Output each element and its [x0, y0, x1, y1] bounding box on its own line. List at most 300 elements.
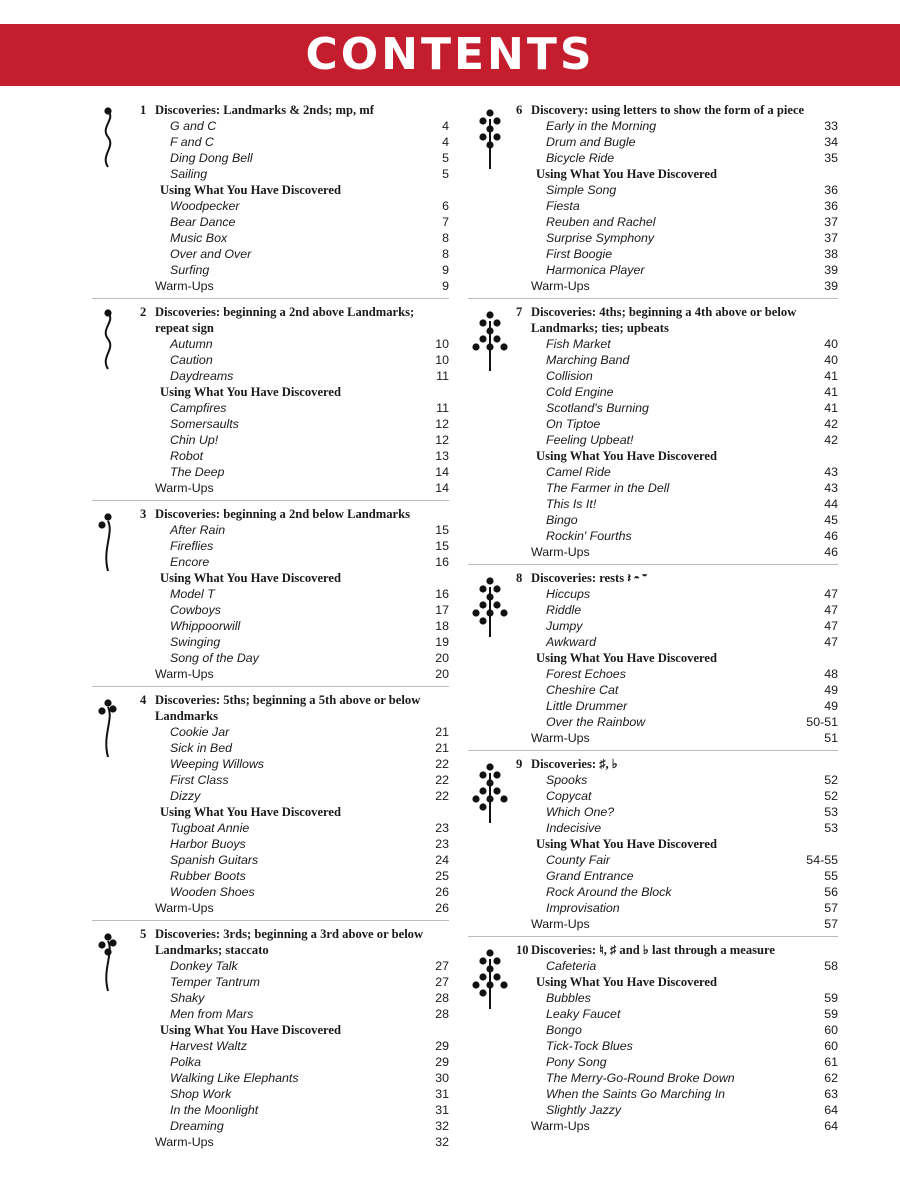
- unit-heading-text: Discoveries: ♯, ♭: [531, 757, 618, 771]
- toc-entry[interactable]: [140, 150, 449, 166]
- toc-entry[interactable]: [140, 464, 449, 480]
- entry-page: 25: [435, 869, 449, 883]
- entry-page: 19: [435, 635, 449, 649]
- entry-title: Shop Work: [170, 1087, 232, 1101]
- entry-page: 43: [824, 465, 838, 479]
- toc-entry[interactable]: [516, 788, 838, 804]
- entry-title: Collision: [546, 369, 593, 383]
- toc-entry[interactable]: [140, 1070, 449, 1086]
- toc-entry[interactable]: [516, 400, 838, 416]
- toc-entry[interactable]: [140, 230, 449, 246]
- entry-title: Jumpy: [546, 619, 583, 633]
- toc-entry[interactable]: [140, 852, 449, 868]
- unit-number: 3: [140, 507, 147, 521]
- entry-title: Chin Up!: [170, 433, 219, 447]
- toc-entry[interactable]: [140, 974, 449, 990]
- entry-title: The Farmer in the Dell: [546, 481, 670, 495]
- entry-page: 12: [435, 433, 449, 447]
- toc-entry[interactable]: [140, 958, 449, 974]
- entry-page: 8: [442, 231, 449, 245]
- toc-entry[interactable]: [516, 150, 838, 166]
- entry-title: Bongo: [546, 1023, 582, 1037]
- entry-page: 38: [824, 247, 838, 261]
- two-leaf-stem-icon: [92, 509, 136, 579]
- warm-ups-entry[interactable]: [140, 900, 449, 916]
- toc-entry[interactable]: [516, 1070, 838, 1086]
- toc-entry[interactable]: [516, 682, 838, 698]
- entry-title: Drum and Bugle: [546, 135, 636, 149]
- toc-entry[interactable]: [140, 262, 449, 278]
- toc-entry[interactable]: [516, 900, 838, 916]
- entry-title: Cowboys: [170, 603, 221, 617]
- entry-title: Wooden Shoes: [170, 885, 255, 899]
- entry-page: 44: [824, 497, 838, 511]
- entry-page: 22: [435, 757, 449, 771]
- unit-heading[interactable]: [516, 570, 838, 586]
- toc-entry[interactable]: [140, 586, 449, 602]
- unit-section: [92, 926, 449, 1150]
- warm-ups-page: 26: [435, 901, 449, 915]
- unit-heading[interactable]: [516, 942, 838, 958]
- entry-title: Encore: [170, 555, 210, 569]
- warm-ups-entry[interactable]: [516, 916, 838, 932]
- entry-title: Rubber Boots: [170, 869, 246, 883]
- warm-ups-label: Warm-Ups: [155, 279, 214, 293]
- unit-heading[interactable]: [140, 304, 449, 336]
- entry-title: Men from Mars: [170, 1007, 254, 1021]
- unit-number: 8: [516, 571, 523, 585]
- unit-number: 7: [516, 305, 523, 319]
- entry-page: 15: [435, 523, 449, 537]
- toc-entry[interactable]: [516, 852, 838, 868]
- entry-title: Reuben and Rachel: [546, 215, 656, 229]
- entry-page: 13: [435, 449, 449, 463]
- entry-page: 59: [824, 991, 838, 1005]
- entry-title: Feeling Upbeat!: [546, 433, 634, 447]
- six-leaf-stem-icon: [468, 307, 512, 377]
- entry-title: Over and Over: [170, 247, 252, 261]
- warm-ups-label: Warm-Ups: [155, 481, 214, 495]
- entry-page: 37: [824, 231, 838, 245]
- toc-entry[interactable]: [140, 554, 449, 570]
- toc-entry[interactable]: [516, 432, 838, 448]
- entry-page: 54-55: [806, 853, 838, 867]
- unit-number: 1: [140, 103, 147, 117]
- entry-page: 49: [824, 683, 838, 697]
- entry-page: 33: [824, 119, 838, 133]
- entry-title: Little Drummer: [546, 699, 628, 713]
- using-discovered-subheading: Using What You Have Discovered: [536, 167, 717, 181]
- toc-entry[interactable]: [140, 1086, 449, 1102]
- entry-page: 22: [435, 789, 449, 803]
- entry-title: Indecisive: [546, 821, 602, 835]
- unit-heading[interactable]: [140, 926, 449, 958]
- entry-page: 40: [824, 337, 838, 351]
- toc-entry[interactable]: [140, 634, 449, 650]
- toc-entry[interactable]: [516, 384, 838, 400]
- toc-entry[interactable]: [140, 836, 449, 852]
- warm-ups-label: Warm-Ups: [155, 1135, 214, 1149]
- entry-title: Ding Dong Bell: [170, 151, 253, 165]
- entry-title: Simple Song: [546, 183, 617, 197]
- entry-page: 27: [435, 975, 449, 989]
- toc-entry[interactable]: [140, 134, 449, 150]
- warm-ups-label: Warm-Ups: [531, 279, 590, 293]
- unit-heading[interactable]: [140, 102, 449, 118]
- warm-ups-entry[interactable]: [140, 1134, 449, 1150]
- entry-title: The Deep: [170, 465, 225, 479]
- warm-ups-page: 32: [435, 1135, 449, 1149]
- warm-ups-label: Warm-Ups: [531, 731, 590, 745]
- toc-entry[interactable]: [140, 618, 449, 634]
- toc-entry[interactable]: [516, 246, 838, 262]
- toc-entry[interactable]: [140, 1054, 449, 1070]
- entry-page: 15: [435, 539, 449, 553]
- entry-page: 55: [824, 869, 838, 883]
- toc-entry[interactable]: [516, 698, 838, 714]
- entry-page: 45: [824, 513, 838, 527]
- toc-entry[interactable]: [140, 166, 449, 182]
- entry-page: 16: [435, 555, 449, 569]
- entry-page: 32: [435, 1119, 449, 1133]
- entry-page: 11: [436, 401, 449, 415]
- entry-title: On Tiptoe: [546, 417, 601, 431]
- entry-title: Daydreams: [170, 369, 234, 383]
- toc-entry[interactable]: [140, 772, 449, 788]
- entry-title: Campfires: [170, 401, 227, 415]
- entry-page: 20: [435, 651, 449, 665]
- unit-heading[interactable]: [140, 506, 449, 522]
- warm-ups-label: Warm-Ups: [531, 545, 590, 559]
- toc-entry[interactable]: [516, 1038, 838, 1054]
- entry-page: 36: [824, 199, 838, 213]
- entry-title: Fiesta: [546, 199, 580, 213]
- entry-page: 22: [435, 773, 449, 787]
- warm-ups-page: 64: [824, 1119, 838, 1133]
- entry-title: Caution: [170, 353, 213, 367]
- toc-entry[interactable]: [516, 464, 838, 480]
- entry-title: G and C: [170, 119, 217, 133]
- entry-title: Pony Song: [546, 1055, 607, 1069]
- entry-title: First Class: [170, 773, 229, 787]
- title-banner: [0, 24, 900, 86]
- entry-title: Which One?: [546, 805, 615, 819]
- entry-page: 41: [824, 369, 838, 383]
- entry-title: Surprise Symphony: [546, 231, 655, 245]
- toc-entry[interactable]: [140, 214, 449, 230]
- entry-page: 7: [442, 215, 449, 229]
- entry-title: Harvest Waltz: [170, 1039, 247, 1053]
- using-discovered-subheading: Using What You Have Discovered: [536, 449, 717, 463]
- entry-page: 61: [824, 1055, 838, 1069]
- section-divider: [92, 686, 449, 687]
- toc-entry[interactable]: [140, 868, 449, 884]
- toc-entry[interactable]: [516, 1054, 838, 1070]
- entry-page: 14: [435, 465, 449, 479]
- section-divider: [468, 936, 838, 937]
- entry-title: Harbor Buoys: [170, 837, 246, 851]
- toc-entry[interactable]: [516, 884, 838, 900]
- unit-heading[interactable]: [516, 756, 838, 772]
- toc-entry[interactable]: [516, 618, 838, 634]
- entry-page: 21: [435, 725, 449, 739]
- using-discovered-subheading: Using What You Have Discovered: [536, 837, 717, 851]
- toc-entry[interactable]: [516, 480, 838, 496]
- entry-title: Rock Around the Block: [546, 885, 672, 899]
- toc-entry[interactable]: [516, 496, 838, 512]
- entry-page: 39: [824, 263, 838, 277]
- entry-title: Woodpecker: [170, 199, 240, 213]
- entry-page: 9: [442, 263, 449, 277]
- unit-heading[interactable]: [516, 102, 838, 118]
- using-discovered-subheading: Using What You Have Discovered: [160, 183, 341, 197]
- entry-title: Harmonica Player: [546, 263, 645, 277]
- toc-entry[interactable]: [140, 416, 449, 432]
- toc-entry[interactable]: [140, 724, 449, 740]
- toc-entry[interactable]: [140, 1006, 449, 1022]
- warm-ups-entry[interactable]: [516, 730, 838, 746]
- entry-title: Bubbles: [546, 991, 591, 1005]
- toc-entry[interactable]: [516, 214, 838, 230]
- entry-page: 16: [435, 587, 449, 601]
- toc-entry[interactable]: [516, 1102, 838, 1118]
- warm-ups-page: 9: [442, 279, 449, 293]
- toc-entry[interactable]: [516, 336, 838, 352]
- unit-heading[interactable]: [140, 692, 449, 724]
- entry-title: Music Box: [170, 231, 228, 245]
- toc-entry[interactable]: [140, 602, 449, 618]
- toc-entry[interactable]: [516, 990, 838, 1006]
- toc-entry[interactable]: [516, 804, 838, 820]
- entry-page: 56: [824, 885, 838, 899]
- warm-ups-label: Warm-Ups: [155, 667, 214, 681]
- entry-page: 42: [824, 417, 838, 431]
- entry-title: Weeping Willows: [170, 757, 265, 771]
- entry-page: 53: [824, 821, 838, 835]
- warm-ups-page: 14: [435, 481, 449, 495]
- entry-page: 57: [824, 901, 838, 915]
- toc-entry[interactable]: [140, 740, 449, 756]
- unit-heading-text: Discoveries: Landmarks & 2nds; mp, mf: [155, 103, 374, 117]
- entry-page: 4: [442, 135, 449, 149]
- entry-page: 12: [435, 417, 449, 431]
- entry-title: Model T: [170, 587, 215, 601]
- unit-section: [92, 304, 449, 496]
- entry-page: 36: [824, 183, 838, 197]
- entry-page: 31: [435, 1103, 449, 1117]
- toc-entry[interactable]: [516, 868, 838, 884]
- entry-title: Swinging: [170, 635, 221, 649]
- warm-ups-label: Warm-Ups: [155, 901, 214, 915]
- unit-heading-text: Discoveries: 4ths; beginning a 4th above or below Landmarks; ties; upbeats: [531, 305, 797, 335]
- entry-page: 8: [442, 247, 449, 261]
- entry-title: Improvisation: [546, 901, 620, 915]
- using-discovered-subheading: Using What You Have Discovered: [536, 975, 717, 989]
- entry-title: Cold Engine: [546, 385, 614, 399]
- toc-entry[interactable]: [140, 118, 449, 134]
- warm-ups-entry[interactable]: [140, 278, 449, 294]
- entry-page: 43: [824, 481, 838, 495]
- toc-entry[interactable]: [516, 1006, 838, 1022]
- entry-title: Cookie Jar: [170, 725, 230, 739]
- warm-ups-page: 57: [824, 917, 838, 931]
- toc-entry[interactable]: [516, 182, 838, 198]
- toc-entry[interactable]: [140, 1038, 449, 1054]
- entry-title: Temper Tantrum: [170, 975, 260, 989]
- unit-section: [468, 102, 838, 294]
- entry-page: 29: [435, 1039, 449, 1053]
- entry-title: Copycat: [546, 789, 592, 803]
- entry-page: 23: [435, 821, 449, 835]
- toc-entry[interactable]: [140, 990, 449, 1006]
- toc-entry[interactable]: [516, 602, 838, 618]
- toc-entry[interactable]: [140, 756, 449, 772]
- toc-entry[interactable]: [516, 528, 838, 544]
- five-leaf-stem-icon: [468, 105, 512, 175]
- warm-ups-entry[interactable]: [516, 278, 838, 294]
- entry-page: 11: [436, 369, 449, 383]
- unit-heading[interactable]: [516, 304, 838, 336]
- toc-entry[interactable]: [516, 262, 838, 278]
- entry-title: Awkward: [546, 635, 597, 649]
- entry-page: 37: [824, 215, 838, 229]
- toc-entry[interactable]: [516, 416, 838, 432]
- toc-entry[interactable]: [516, 958, 838, 974]
- toc-entry[interactable]: [516, 134, 838, 150]
- entry-page: 59: [824, 1007, 838, 1021]
- entry-page: 47: [824, 635, 838, 649]
- entry-page: 41: [824, 385, 838, 399]
- three-leaf-stem-icon: [92, 695, 136, 765]
- warm-ups-page: 46: [824, 545, 838, 559]
- entry-title: Walking Like Elephants: [170, 1071, 299, 1085]
- toc-entry[interactable]: [140, 246, 449, 262]
- entry-page: 21: [435, 741, 449, 755]
- toc-entry[interactable]: [140, 368, 449, 384]
- toc-entry[interactable]: [140, 198, 449, 214]
- warm-ups-entry[interactable]: [516, 1118, 838, 1134]
- entry-page: 48: [824, 667, 838, 681]
- entry-page: 60: [824, 1023, 838, 1037]
- warm-ups-entry[interactable]: [140, 666, 449, 682]
- toc-entry[interactable]: [140, 1118, 449, 1134]
- unit-heading-text: Discovery: using letters to show the form of a piece: [531, 103, 805, 117]
- toc-entry[interactable]: [140, 432, 449, 448]
- entry-title: This Is It!: [546, 497, 597, 511]
- entry-title: Marching Band: [546, 353, 630, 367]
- entry-page: 6: [442, 199, 449, 213]
- entry-page: 24: [435, 853, 449, 867]
- entry-title: Over the Rainbow: [546, 715, 646, 729]
- entry-page: 47: [824, 603, 838, 617]
- entry-page: 30: [435, 1071, 449, 1085]
- toc-entry[interactable]: [140, 788, 449, 804]
- entry-page: 52: [824, 789, 838, 803]
- toc-entry[interactable]: [516, 198, 838, 214]
- unit-number: 4: [140, 693, 147, 707]
- entry-page: 28: [435, 1007, 449, 1021]
- entry-title: Tick-Tock Blues: [546, 1039, 633, 1053]
- toc-entry[interactable]: [516, 820, 838, 836]
- entry-page: 58: [824, 959, 838, 973]
- toc-entry[interactable]: [140, 400, 449, 416]
- entry-page: 40: [824, 353, 838, 367]
- warm-ups-page: 51: [824, 731, 838, 745]
- section-divider: [92, 298, 449, 299]
- entry-title: Bicycle Ride: [546, 151, 615, 165]
- toc-entry[interactable]: [140, 884, 449, 900]
- toc-entry[interactable]: [516, 634, 838, 650]
- toc-entry[interactable]: [516, 512, 838, 528]
- entry-title: Shaky: [170, 991, 205, 1005]
- unit-number: 2: [140, 305, 147, 319]
- toc-entry[interactable]: [140, 336, 449, 352]
- toc-entry[interactable]: [140, 352, 449, 368]
- entry-page: 47: [824, 587, 838, 601]
- toc-entry[interactable]: [516, 230, 838, 246]
- contents-column-left: [92, 102, 449, 1150]
- unit-heading-text: Discoveries: ♮, ♯ and ♭ last through a measure: [531, 943, 776, 957]
- entry-title: Bear Dance: [170, 215, 236, 229]
- section-divider: [468, 750, 838, 751]
- toc-entry[interactable]: [516, 772, 838, 788]
- entry-title: Somersaults: [170, 417, 239, 431]
- entry-title: Spanish Guitars: [170, 853, 259, 867]
- unit-heading-text: Discoveries: 5ths; beginning a 5th above or below Landmarks: [155, 693, 421, 723]
- unit-heading-text: Discoveries: beginning a 2nd below Landmarks: [155, 507, 411, 521]
- entry-page: 31: [435, 1087, 449, 1101]
- toc-entry[interactable]: [140, 448, 449, 464]
- entry-title: Grand Entrance: [546, 869, 634, 883]
- warm-ups-entry[interactable]: [140, 480, 449, 496]
- toc-entry[interactable]: [516, 118, 838, 134]
- toc-entry[interactable]: [516, 1086, 838, 1102]
- using-discovered-subheading: Using What You Have Discovered: [536, 651, 717, 665]
- entry-page: 53: [824, 805, 838, 819]
- entry-title: Dizzy: [170, 789, 201, 803]
- entry-page: 10: [435, 337, 449, 351]
- toc-entry[interactable]: [516, 368, 838, 384]
- toc-entry[interactable]: [140, 1102, 449, 1118]
- warm-ups-entry[interactable]: [516, 544, 838, 560]
- entry-title: Slightly Jazzy: [546, 1103, 622, 1117]
- toc-entry[interactable]: [516, 1022, 838, 1038]
- toc-entry[interactable]: [516, 714, 838, 730]
- using-discovered-subheading: Using What You Have Discovered: [160, 805, 341, 819]
- entry-page: 5: [442, 167, 449, 181]
- toc-entry[interactable]: [140, 522, 449, 538]
- toc-entry[interactable]: [516, 586, 838, 602]
- entry-page: 26: [435, 885, 449, 899]
- entry-title: Hiccups: [546, 587, 591, 601]
- entry-title: Autumn: [170, 337, 213, 351]
- unit-section: [468, 570, 838, 746]
- entry-page: 60: [824, 1039, 838, 1053]
- toc-entry[interactable]: [516, 352, 838, 368]
- toc-entry[interactable]: [140, 820, 449, 836]
- toc-entry[interactable]: [516, 666, 838, 682]
- toc-entry[interactable]: [140, 538, 449, 554]
- entry-page: 17: [435, 603, 449, 617]
- entry-title: Forest Echoes: [546, 667, 626, 681]
- entry-title: Scotland's Burning: [546, 401, 649, 415]
- entry-title: County Fair: [546, 853, 611, 867]
- entry-title: Whippoorwill: [170, 619, 241, 633]
- entry-page: 28: [435, 991, 449, 1005]
- entry-page: 52: [824, 773, 838, 787]
- toc-entry[interactable]: [140, 650, 449, 666]
- eight-leaf-tree-icon: [468, 759, 512, 829]
